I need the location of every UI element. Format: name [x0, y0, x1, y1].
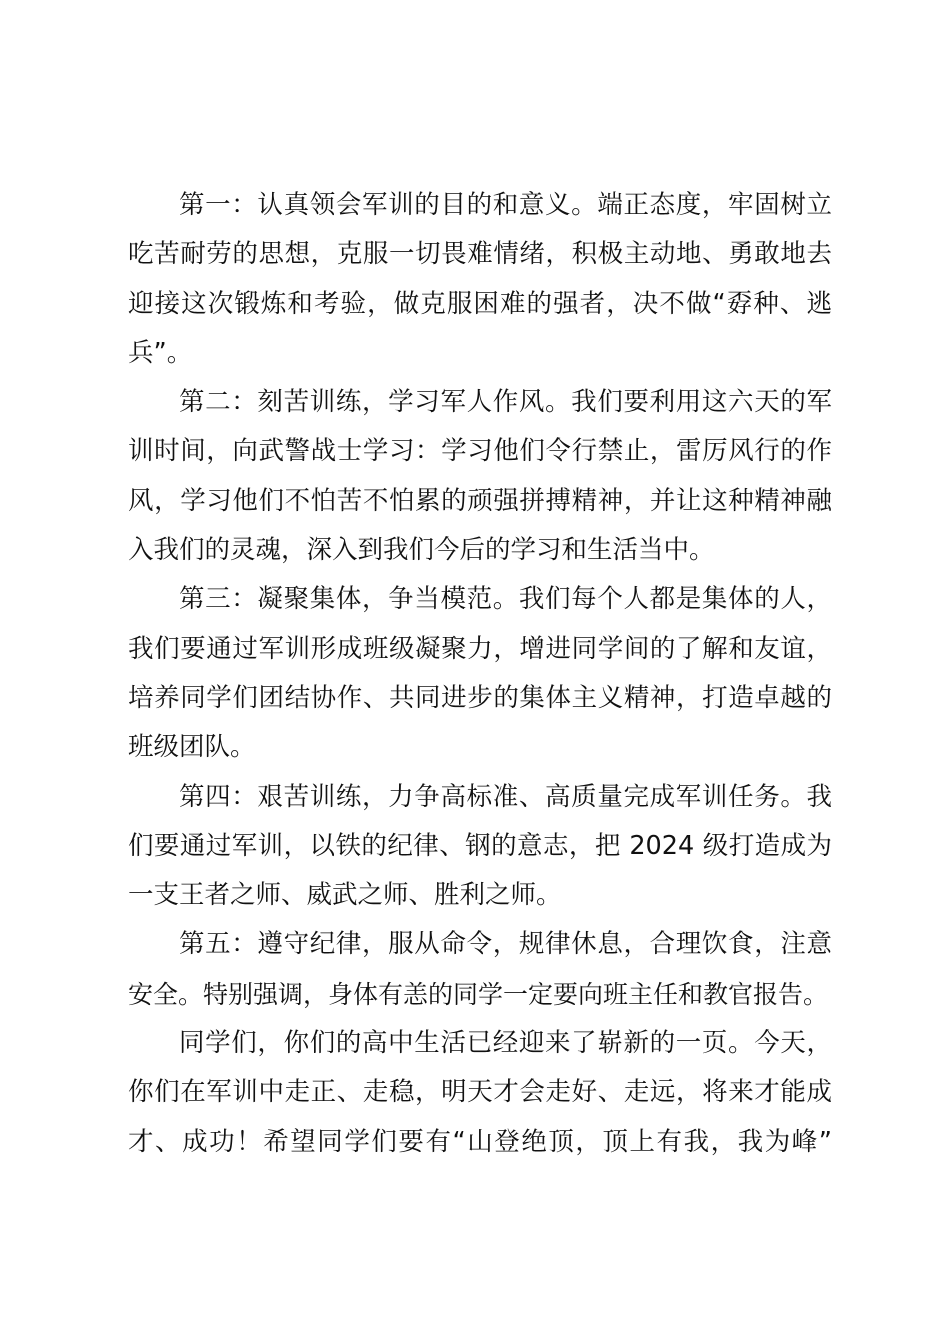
paragraph-line: 第三：凝聚集体，争当模范。我们每个人都是集体的人，: [179, 584, 832, 615]
paragraph-line: 第四：艰苦训练，力争高标准、高质量完成军训任务。我: [179, 781, 832, 812]
document-body: [128, 181, 832, 1167]
paragraph-line: 第五：遵守纪律，服从命令，规律休息，合理饮食，注意: [179, 929, 832, 960]
paragraph-line: 第一：认真领会军训的目的和意义。端正态度，牢固树立: [179, 190, 832, 220]
paragraph-line: 迎接这次锻炼和考验，做克服困难的强者，决不做“孬种、逃: [128, 288, 832, 319]
paragraph-line: 同学们，你们的高中生活已经迎来了崭新的一页。今天，: [179, 1028, 832, 1059]
paragraph-line: 风，学习他们不怕苦不怕累的顽强拼搏精神，并让这种精神融: [128, 485, 832, 516]
paragraph-line: 吃苦耐劳的思想，克服一切畏难情绪，积极主动地、勇敢地去: [128, 239, 832, 270]
paragraph-line: 我们要通过军训形成班级凝聚力，增进同学间的了解和友谊，: [128, 633, 832, 664]
paragraph-2: [128, 378, 832, 575]
paragraph-line: 你们在军训中走正、走稳，明天才会走好、走远，将来才能成: [128, 1077, 832, 1108]
paragraph-5: [128, 920, 832, 1019]
paragraph-4: [128, 773, 832, 921]
paragraph-6: [128, 1019, 832, 1167]
paragraph-line: 训时间，向武警战士学习：学习他们令行禁止，雷厉风行的作: [128, 436, 832, 467]
paragraph-line: 才、成功！希望同学们要有“山登绝顶，顶上有我，我为峰”: [128, 1126, 832, 1157]
paragraph-line: 班级团队。: [128, 732, 256, 763]
paragraph-line: 第二：刻苦训练，学习军人作风。我们要利用这六天的军: [179, 387, 832, 418]
paragraph-line: 一支王者之师、威武之师、胜利之师。: [128, 880, 562, 911]
paragraph-3: [128, 575, 832, 772]
paragraph-line: 兵”。: [128, 337, 193, 368]
paragraph-line: 入我们的灵魂，深入到我们今后的学习和生活当中。: [128, 535, 715, 566]
paragraph-line: 安全。特别强调，身体有恙的同学一定要向班主任和教官报告。: [128, 979, 829, 1009]
paragraph-line: 们要通过军训，以铁的纪律、钢的意志，把 2024 级打造成为: [128, 830, 832, 861]
paragraph-line: 培养同学们团结协作、共同进步的集体主义精神，打造卓越的: [128, 682, 832, 713]
paragraph-1: [128, 181, 832, 378]
